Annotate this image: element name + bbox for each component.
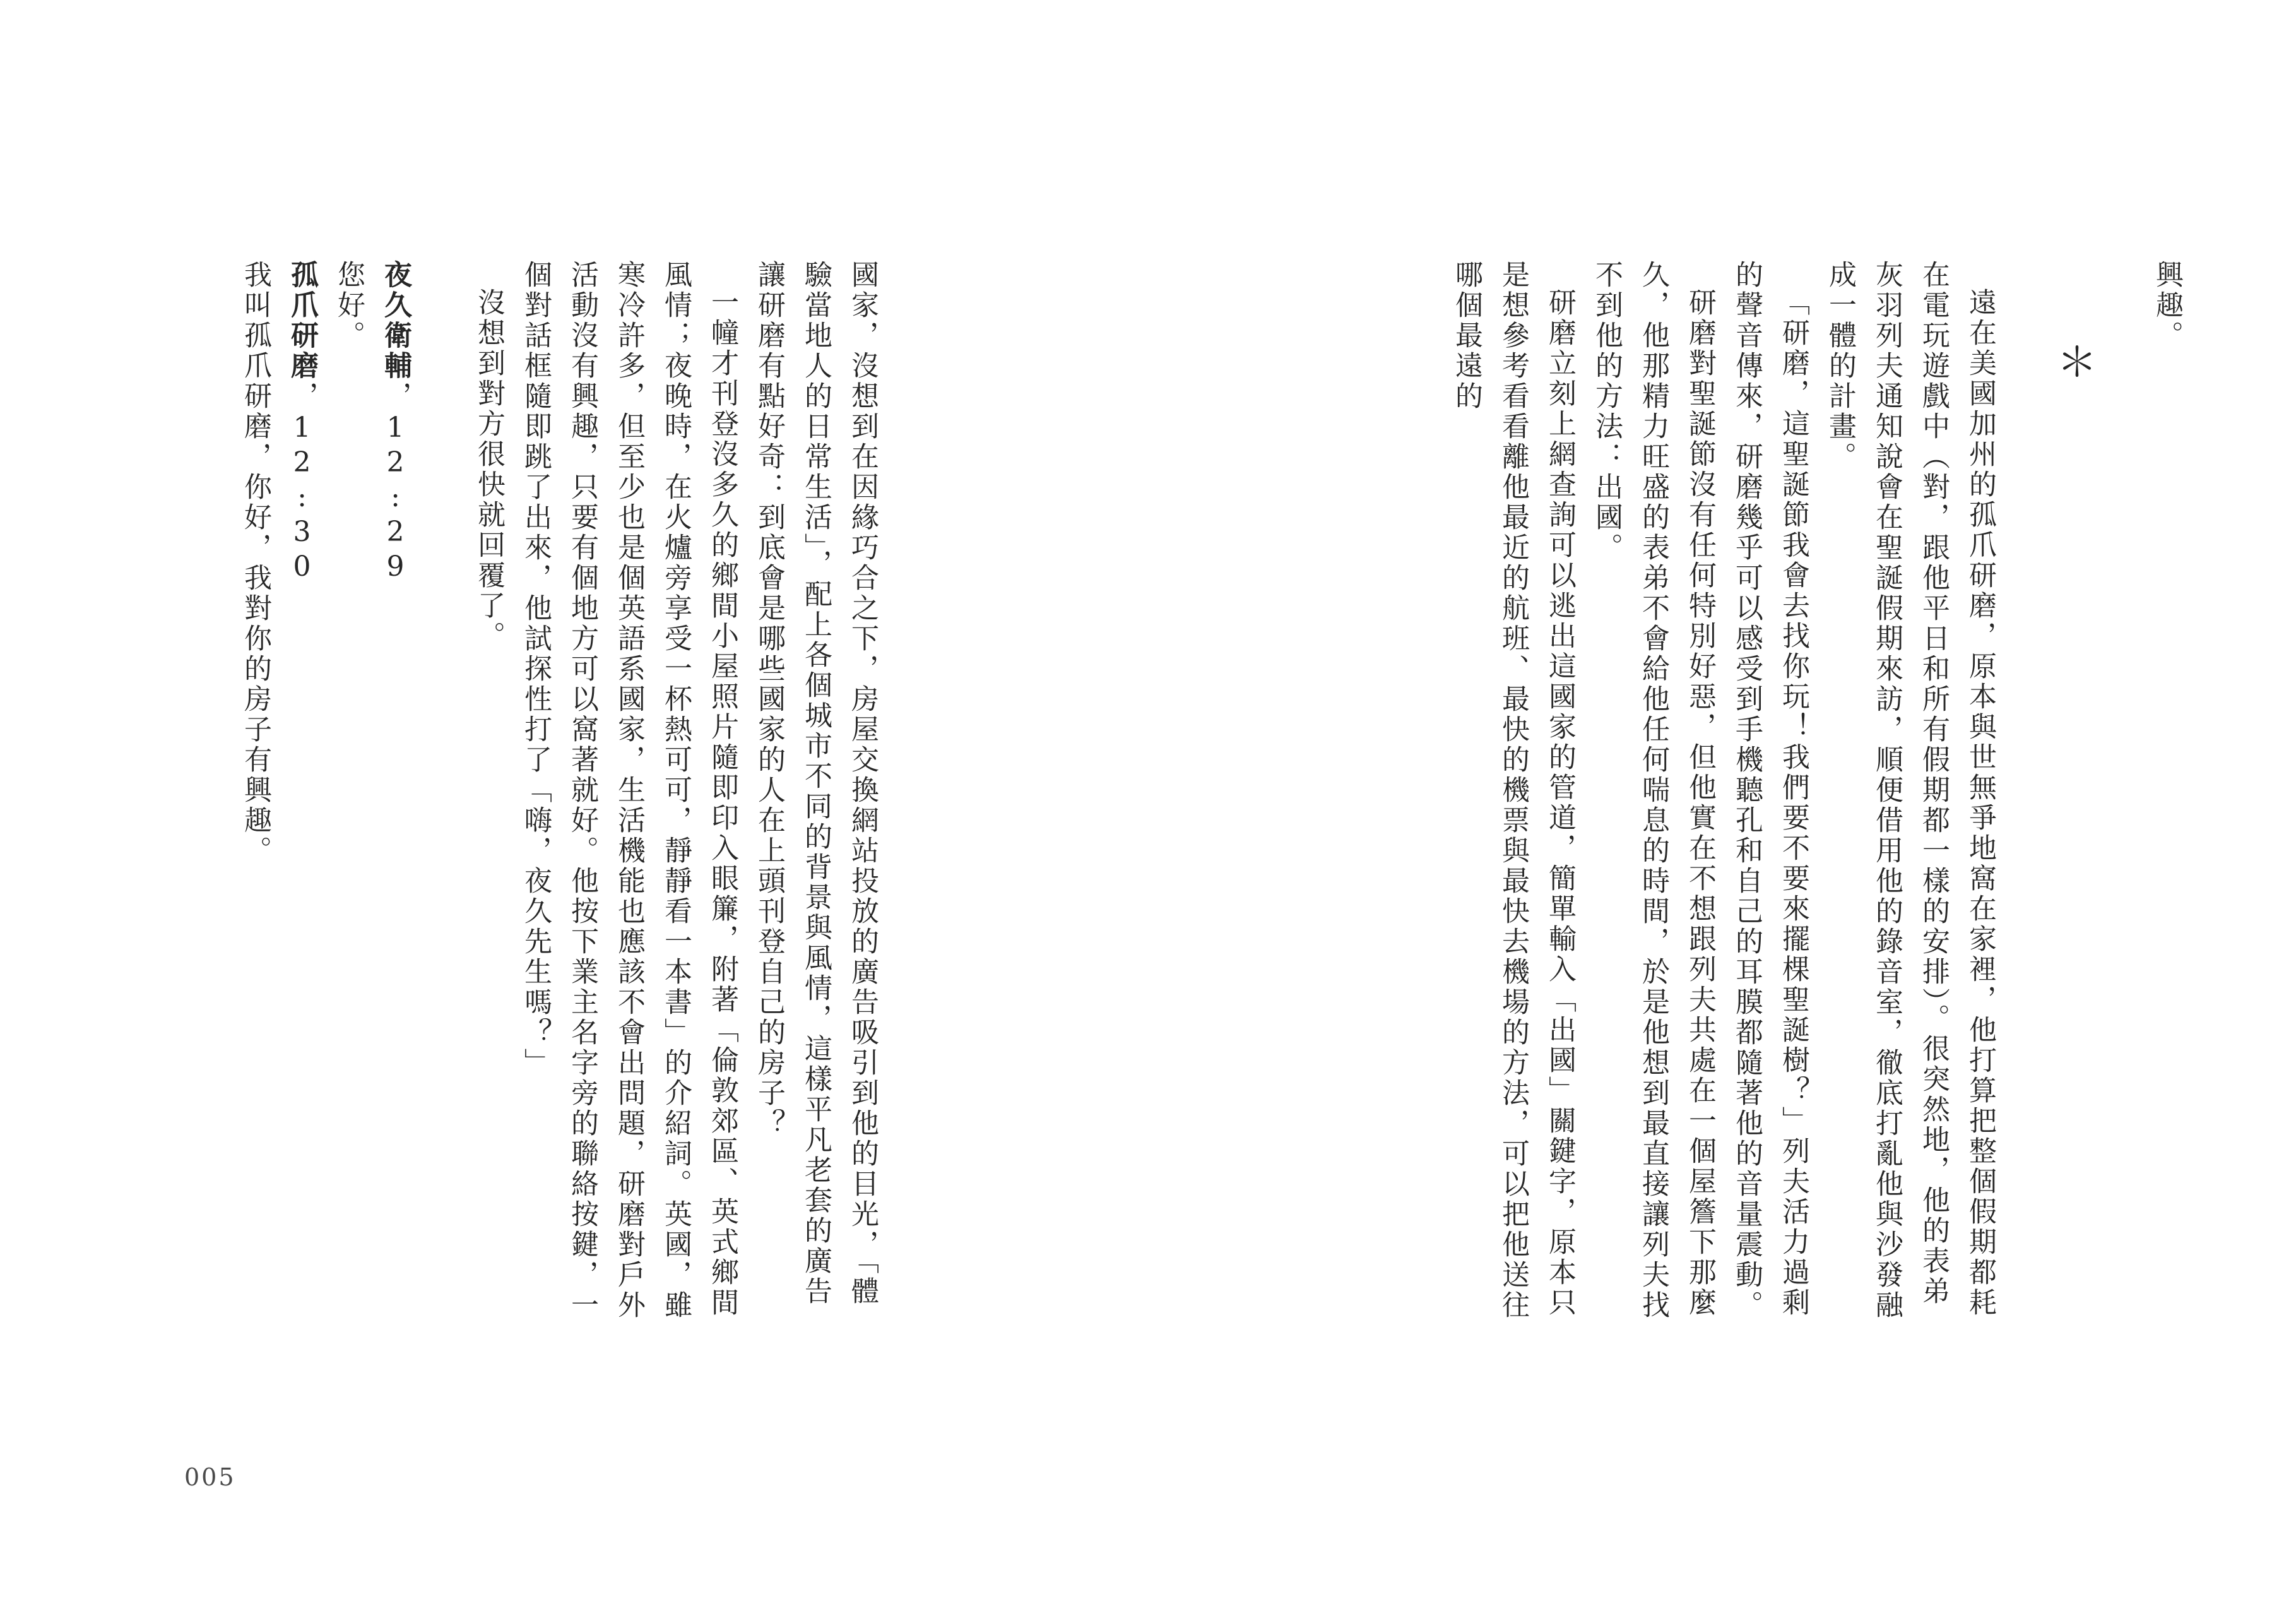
page-right: [1148, 0, 2296, 1611]
paragraph: 遠在美國加州的孤爪研磨，原本與世無爭地窩在家裡，他打算把整個假期都耗在電玩遊戲中（對，跟他平日和所有假期都一樣的安排）。很突然地，他的表弟灰羽列夫通知說會在聖誕假期來訪，順便借用他的錄音室，徹底打亂他與沙發融成一體的計畫。: [1824, 260, 1996, 1321]
blank-line: [2003, 260, 2050, 1333]
paragraph: 國家，沒想到在因緣巧合之下，房屋交換網站投放的廣告吸引到他的目光，「體驗當地人的日常生活」，配上各個城市不同的背景與風情，這樣平凡老套的廣告讓研磨有點好奇：到底會是哪些國家的人在上頭刊登自己的房子？: [753, 260, 879, 1307]
paragraph: 一幢才刊登沒多久的鄉間小屋照片隨即印入眼簾，附著「倫敦郊區、英式鄉間風情；夜晚時，在火爐旁享受一杯熱可可，靜靜看一本書」的介紹詞。英國，雖寒冷許多，但至少也是個英語系國家，生活機能也應該不會出問題，研磨對戶外活動沒有興趣，只要有個地方可以窩著就好。他按下業主名字旁的聯絡按鍵，一個對話框隨即跳了出來，他試探性打了「嗨，夜久先生嗎？」: [519, 260, 738, 1321]
chat-sender-name: 孤爪研磨: [286, 260, 318, 381]
chat-sender-name: 夜久衛輔: [379, 260, 411, 381]
chat-time: ，12:29: [379, 381, 411, 585]
paragraph: 沒想到對方很快就回覆了。: [473, 288, 505, 651]
chat-time: ，12:30: [286, 381, 318, 585]
page-number: 005: [184, 1463, 236, 1491]
chat-message: 我叫孤爪研磨，你好，我對你的房子有興趣。: [239, 260, 271, 866]
paragraph: 「研磨，這聖誕節我會去找你玩！我們要不要來擺棵聖誕樹？」列夫活力過剩的聲音傳來，研磨幾乎可以感受到手機聽孔和自己的耳膜都隨著他的音量震動。: [1731, 260, 1809, 1321]
paragraph: 研磨對聖誕節沒有任何特別好惡，但他實在不想跟列夫共處在一個屋簷下那麼久，他那精力旺盛的表弟不會給他任何喘息的時間，於是他想到最直接讓列夫找不到他的方法：出國。: [1590, 260, 1716, 1321]
section-break-asterisk: ＊: [2050, 341, 2097, 381]
paragraph: 興趣。: [2151, 260, 2183, 351]
left-page-text: [90, 260, 885, 1333]
right-page-text: [1104, 260, 2190, 1333]
paragraph: 研磨立刻上網查詢可以逃出這國家的管道，簡單輸入「出國」關鍵字，原本只是想參考看看離他最近的航班、最快的機票與最快去機場的方法，可以把他送往哪個最遠的: [1450, 260, 1576, 1321]
blank-line: [2097, 260, 2143, 1333]
chat-header-1: [372, 260, 418, 1333]
blank-line: [418, 260, 465, 1333]
chat-message: 您好。: [333, 260, 365, 351]
chat-header-2: [278, 260, 325, 1333]
